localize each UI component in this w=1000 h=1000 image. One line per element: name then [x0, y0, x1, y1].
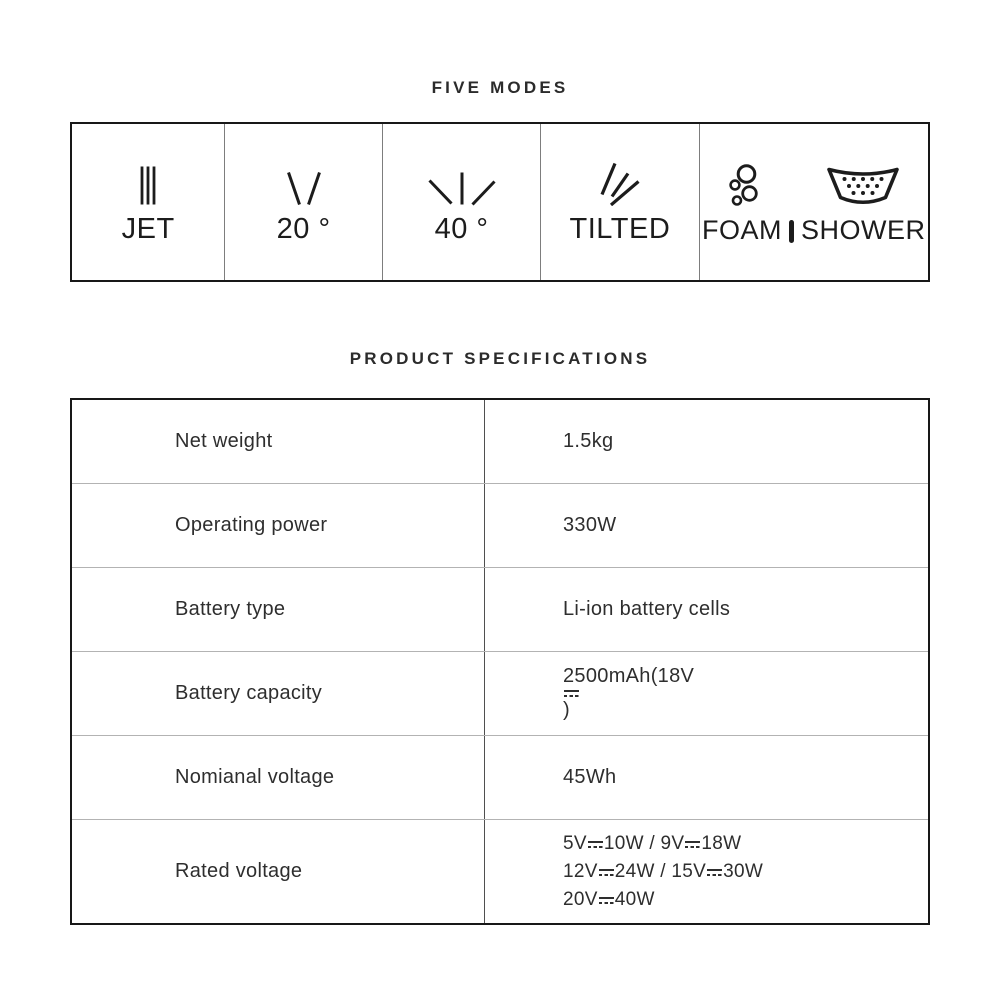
dc-symbol: [707, 867, 722, 878]
dc-symbol: [685, 839, 700, 850]
jet-spray-icon: [139, 158, 157, 206]
spec-value: 45Wh: [484, 736, 928, 819]
foam-mode-group: [702, 160, 782, 244]
shower-head-icon: [826, 160, 900, 208]
mode-cell-20deg: [224, 124, 382, 280]
spec-label: Rated voltage: [175, 860, 303, 882]
rated-voltage-line-2: 12V 24W / 15V 30W: [563, 860, 764, 882]
spec-row-battery-type: [72, 568, 928, 652]
spray-20-degree-icon: [284, 158, 324, 206]
dc-symbol: [599, 867, 614, 878]
dc-symbol: [564, 688, 579, 699]
spec-value: 1.5kg: [484, 400, 928, 483]
mode-cell-40deg: [382, 124, 540, 280]
mode-label-tilted: TILTED: [569, 213, 671, 245]
spec-label: Nomianal voltage: [175, 766, 335, 788]
spec-value: Li-ion battery cells: [484, 568, 928, 651]
mode-label-foam: FOAM: [702, 215, 783, 245]
specifications-table: [70, 398, 930, 925]
spec-label: Battery type: [175, 598, 286, 620]
tilted-spray-icon: [600, 158, 640, 206]
spec-label: Net weight: [175, 430, 273, 452]
foam-bubbles-icon: [726, 160, 759, 208]
shower-mode-group: [801, 160, 926, 244]
spray-40-degree-icon: [428, 158, 496, 206]
spec-row-nominal-voltage: [72, 736, 928, 820]
five-modes-title: FIVE MODES: [431, 78, 569, 97]
spec-value: 330W: [484, 484, 928, 567]
spec-row-net-weight: [72, 400, 928, 484]
mode-cell-jet: [72, 124, 224, 280]
spec-label: Battery capacity: [175, 682, 323, 704]
five-modes-table: [70, 122, 930, 282]
spec-label: Operating power: [175, 514, 328, 536]
mode-cell-tilted: [540, 124, 698, 280]
mode-label-jet: JET: [121, 213, 175, 245]
mode-label-shower: SHOWER: [801, 215, 926, 245]
dc-symbol: [599, 895, 614, 906]
spec-row-rated-voltage: [72, 820, 928, 923]
mode-label-20deg: 20 °: [276, 213, 331, 245]
mode-label-40deg: 40 °: [434, 213, 489, 245]
spec-value-multiline: [484, 820, 928, 923]
spec-row-operating-power: [72, 484, 928, 568]
spec-value: 2500mAh(18V ): [484, 652, 928, 735]
product-specifications-title: PRODUCT SPECIFICATIONS: [349, 349, 651, 368]
vertical-bar-divider: [789, 220, 794, 243]
mode-cell-foam-shower: [699, 124, 928, 280]
spec-row-battery-capacity: [72, 652, 928, 736]
rated-voltage-line-1: 5V 10W / 9V 18W: [563, 832, 742, 854]
rated-voltage-line-3: 20V 40W: [563, 888, 655, 910]
dc-symbol: [588, 839, 603, 850]
